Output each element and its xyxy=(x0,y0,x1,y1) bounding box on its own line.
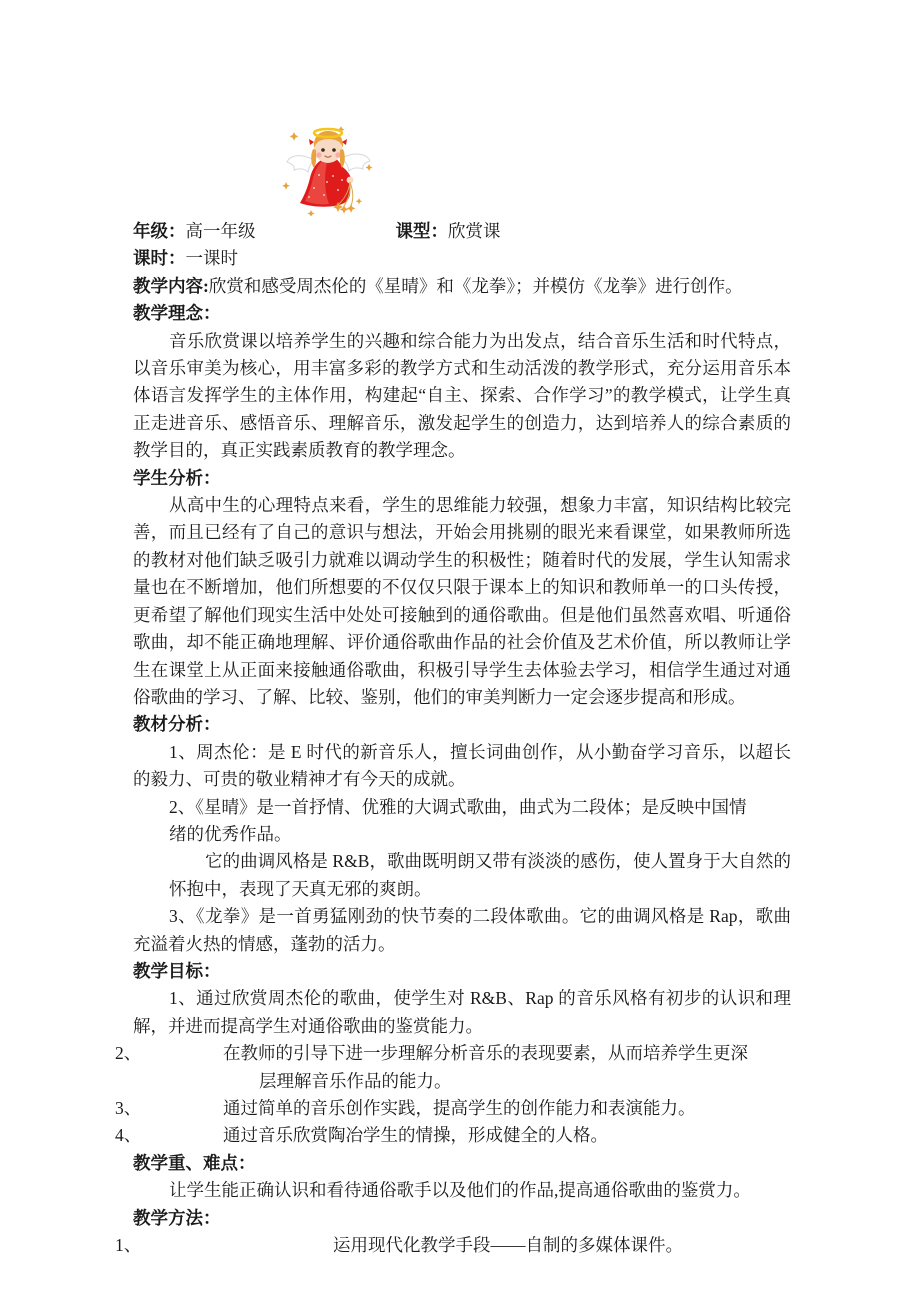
section-heading-philosophy: 教学理念： xyxy=(133,303,221,324)
objective-item-3 xyxy=(115,1095,791,1122)
method-1-num: 1、 xyxy=(115,1235,142,1256)
section-heading-key-points: 教学重、难点： xyxy=(133,1152,256,1173)
objective-3-text: 通过简单的音乐创作实践，提高学生的创作能力和表演能力。 xyxy=(223,1098,696,1118)
section-heading-methods: 教学方法： xyxy=(133,1207,221,1228)
section-heading-student-analysis: 学生分析： xyxy=(133,467,221,488)
objective-4-text: 通过音乐欣赏陶冶学生的情操，形成健全的人格。 xyxy=(223,1125,608,1146)
content-label: 教学内容: xyxy=(133,275,209,296)
periods-label: 课时： xyxy=(133,248,186,269)
material-item-2-extra: 它的曲调风格是 R&B，歌曲既明朗又带有淡淡的感伤，使人置身于大自然的怀抱中，表现了天真无邪的爽朗。 xyxy=(169,851,791,899)
objective-item-1 xyxy=(133,985,791,1040)
material-item-1: 1、周杰伦：是 E 时代的新音乐人，擅长词曲创作，从小勤奋学习音乐，以超长的毅力、可贵的敬业精神才有今天的成就。 xyxy=(133,741,791,790)
material-item-2-continuation: 绪的优秀作品。 xyxy=(169,823,292,844)
section-body-philosophy: 音乐欣赏课以培养学生的兴趣和综合能力为出发点，结合音乐生活和时代特点，以音乐审美为核心，用丰富多彩的教学方式和生动活泼的教学形式，充分运用音乐本体语言发挥学生的主体作用，构建起“自主、探索、合作学习”的教学模式，让学生真正走进音乐、感悟音乐、理解音乐，激发起学生的创造力，达到培养人的综合素质的教学目的，真正实践素质教育的教学理念。 xyxy=(133,330,791,461)
content-value: 欣赏和感受周杰伦的《星晴》和《龙拳》；并模仿《龙拳》进行创作。 xyxy=(208,275,743,296)
material-item-3: 3、《龙拳》是一首勇猛刚劲的快节奏的二段体歌曲。它的曲调风格是 Rap，歌曲充溢着火热的情感，蓬勃的活力。 xyxy=(133,906,791,954)
lesson-type-label: 课型： xyxy=(395,221,448,241)
section-heading-material-analysis: 教材分析： xyxy=(133,714,221,735)
objective-2-text: 在教师的引导下进一步理解分析音乐的表现要素，从而培养学生更深 xyxy=(223,1043,748,1064)
objective-1-text: 通过欣赏周杰伦的歌曲，使学生对 R&B、Rap 的音乐风格有初步的认识和理解，并进而提高学生对通俗歌曲的鉴赏能力。 xyxy=(133,988,791,1036)
meta-grade-row xyxy=(133,218,791,245)
grade-label: 年级： xyxy=(133,221,186,241)
angel-clipart xyxy=(281,120,377,216)
section-body-student-analysis: 从高中生的心理特点来看，学生的思维能力较强，想象力丰富，知识结构比较完善，而且已经有了自己的意识与想法，开始会用挑剔的眼光来看课堂，如果教师所选的教材对他们缺乏吸引力就难以调动学生的积极性；随着时代的发展，学生认知需求量也在不断增加，他们所想要的不仅仅只限于课本上的知识和教师单一的口头传授，更希望了解他们现实生活中处处可接触到的通俗歌曲。但是他们虽然喜欢唱、听通俗歌曲，却不能正确地理解、评价通俗歌曲作品的社会价值及艺术价值，所以教师让学生在课堂上从正面来接触通俗歌曲，积极引导学生去体验去学习，相信学生通过对通俗歌曲的学习、了解、比较、鉴别，他们的审美判断力一定会逐步提高和形成。 xyxy=(133,495,791,707)
section-heading-objectives: 教学目标： xyxy=(133,960,221,981)
grade-value: 高一年级 xyxy=(185,221,256,241)
material-item-2: 2、《星晴》是一首抒情、优雅的大调式歌曲，曲式为二段体；是反映中国情 xyxy=(169,796,747,817)
objective-item-4 xyxy=(115,1122,791,1149)
document-body xyxy=(115,110,791,1259)
lesson-type-value: 欣赏课 xyxy=(448,221,501,241)
teaching-content-row xyxy=(133,273,791,300)
method-item-1 xyxy=(115,1232,791,1259)
section-body-key-points: 让学生能正确认识和看待通俗歌手以及他们的作品,提高通俗歌曲的鉴赏力。 xyxy=(169,1180,751,1201)
clipart-container xyxy=(133,110,791,218)
periods-value: 一课时 xyxy=(185,248,238,269)
method-1-text: 运用现代化教学手段——自制的多媒体课件。 xyxy=(333,1235,683,1256)
objective-2-num: 2、 xyxy=(115,1043,142,1064)
objective-3-num: 3、 xyxy=(115,1098,142,1118)
objective-item-2 xyxy=(115,1040,791,1067)
objective-item-2-continuation: 层理解音乐作品的能力。 xyxy=(259,1070,452,1091)
meta-periods-row xyxy=(133,245,791,272)
objective-4-num: 4、 xyxy=(115,1125,142,1146)
objective-1-num: 1、 xyxy=(169,988,197,1009)
